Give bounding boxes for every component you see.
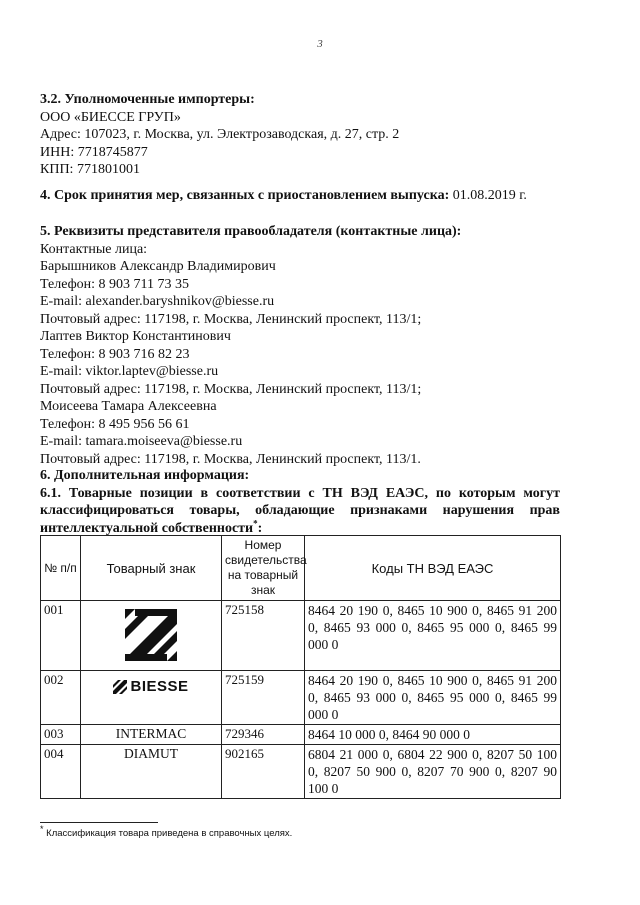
contact-line: Моисеева Тамара Алексеевна [40,399,217,414]
contact-line: E-mail: tamara.moiseeva@biesse.ru [40,434,243,449]
contact-line: Почтовый адрес: 117198, г. Москва, Ленинский проспект, 113/1; [40,381,422,397]
trademark-table [40,535,561,799]
header-codes: Коды ТН ВЭД ЕАЭС [305,536,561,601]
representatives-section [40,223,560,468]
biesse-stripes-icon [113,680,127,694]
header-num: № п/п [41,536,81,601]
contact-line: E-mail: viktor.laptev@biesse.ru [40,364,219,379]
footnote-divider [40,822,158,823]
contact-line: Лаптев Виктор Константинович [40,329,231,344]
header-cert: Номер свидетельства на товарный знак [222,536,305,601]
contact-line: Телефон: 8 903 716 82 23 [40,346,190,362]
footnote-mark: * [253,517,258,528]
representatives-heading: 5. Реквизиты представителя правообладателя (контактные лица): [40,224,462,239]
additional-subheading: 6.1. Товарные позиции в соответствии с ТН ВЭД ЕАЭС, по которым могут классифицироваться товары, обладающие признаками нарушения прав интеллектуальной собственности*: [40,485,560,536]
term-date: 01.08.2019 г. [452,188,527,203]
row-num: 001 [41,601,81,671]
biesse-wordmark: BIESSE [130,678,189,695]
term-heading: 4. Срок принятия мер, связанных с приостановлением выпуска: [40,188,450,203]
table-row [41,745,561,799]
row-cert: 729346 [222,725,305,745]
additional-section [40,467,560,537]
importer-line: ООО «БИЕССЕ ГРУП» [40,109,181,125]
table-row [41,725,561,745]
contact-line: E-mail: alexander.baryshnikov@biesse.ru [40,294,275,309]
importer-line: Адрес: 107023, г. Москва, ул. Электрозаводская, д. 27, стр. 2 [40,127,400,142]
row-cert: 725159 [222,671,305,725]
table-header-row [41,536,561,601]
row-codes: 8464 20 190 0, 8465 10 900 0, 8465 91 200 0, 8465 93 000 0, 8465 95 000 0, 8465 99 000 0 [305,671,561,725]
row-num: 002 [41,671,81,725]
importer-line: ИНН: 7718745877 [40,144,148,160]
row-cert: 902165 [222,745,305,799]
striped-trademark-logo [121,605,181,665]
contact-line: Телефон: 8 495 956 56 61 [40,416,190,432]
footnote-mark: * [40,823,44,834]
importers-heading: 3.2. Уполномоченные импортеры: [40,92,255,107]
additional-heading: 6. Дополнительная информация: [40,468,250,483]
trademark-logo-cell [81,601,222,671]
contact-line: Телефон: 8 903 711 73 35 [40,276,190,292]
trademark-name: DIAMUT [81,745,222,799]
trademark-logo-cell [81,671,222,725]
row-num: 003 [41,725,81,745]
contact-line: Барышников Александр Владимирович [40,259,276,274]
importer-line: КПП: 771801001 [40,162,140,177]
contact-line: Почтовый адрес: 117198, г. Москва, Ленинский проспект, 113/1. [40,451,421,467]
footnote-text: Классификация товара приведена в справочных целях. [46,828,293,839]
contact-line: Почтовый адрес: 117198, г. Москва, Ленинский проспект, 113/1; [40,311,422,327]
page-number: 3 [317,38,323,50]
row-num: 004 [41,745,81,799]
row-codes: 8464 10 000 0, 8464 90 000 0 [305,725,561,745]
biesse-logo [113,678,188,695]
row-codes: 8464 20 190 0, 8465 10 900 0, 8465 91 200 0, 8465 93 000 0, 8465 95 000 0, 8465 99 000 0 [305,601,561,671]
row-codes: 6804 21 000 0, 6804 22 900 0, 8207 50 100 0, 8207 50 900 0, 8207 70 900 0, 8207 90 100 0 [305,745,561,799]
table-row [41,671,561,725]
importers-section [40,91,560,179]
table-row [41,601,561,671]
row-cert: 725158 [222,601,305,671]
header-mark: Товарный знак [81,536,222,601]
term-section [40,187,560,205]
footnote [40,823,293,839]
contact-line: Контактные лица: [40,241,148,257]
trademark-name: INTERMAC [81,725,222,745]
